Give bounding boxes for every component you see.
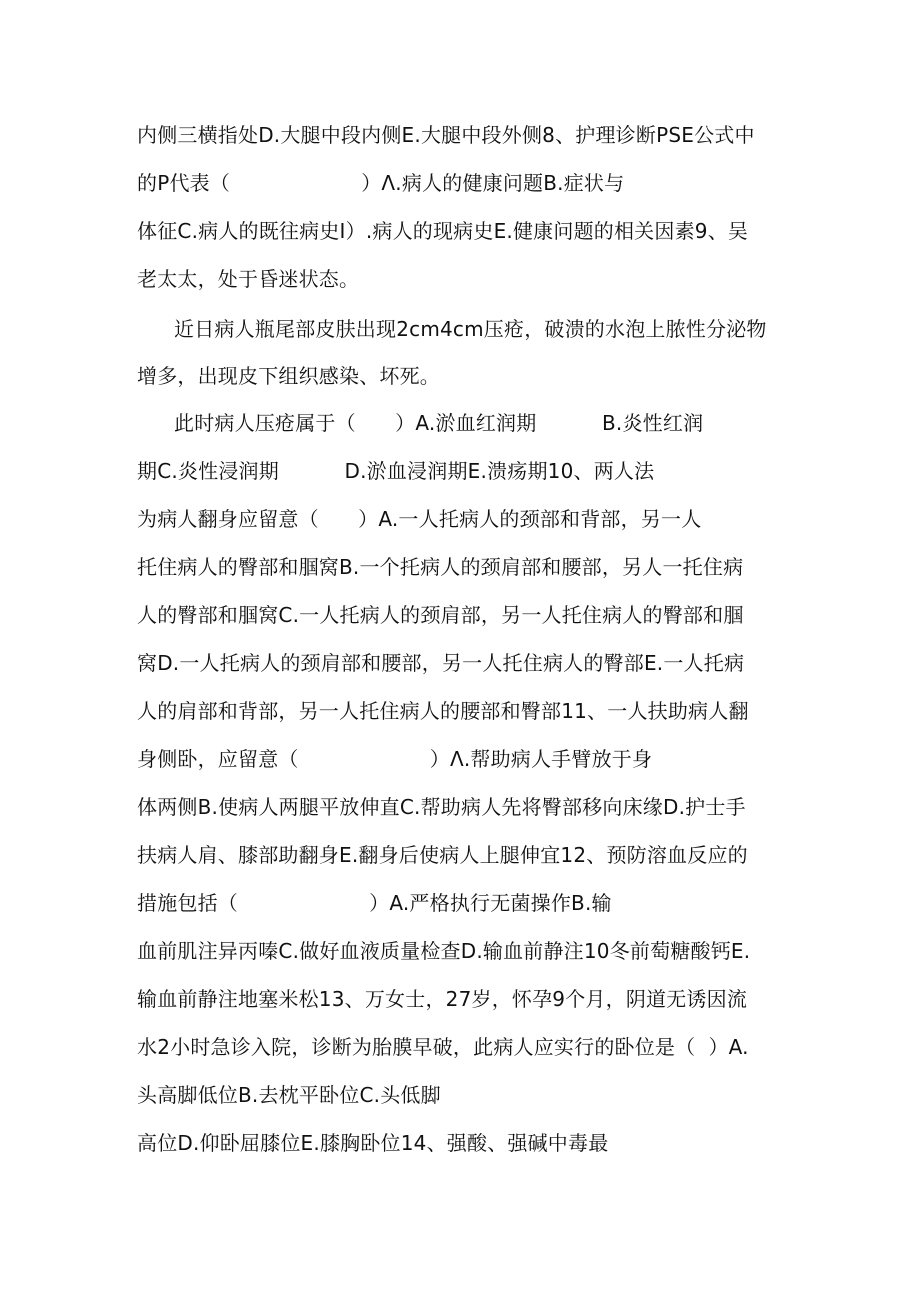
text-line-20: 水2小时急诊入院，诊断为胎膜早破，此病人应实行的卧位是（ ）A.	[137, 1035, 749, 1059]
text-line-4: 老太太，处于昏迷状态。	[137, 267, 360, 291]
text-line-2: 的P代表（ ）Λ.病人的健康问题B.症状与	[137, 171, 625, 195]
text-line-8: 期C.炎性浸润期 D.淤血浸润期E.溃疡期10、两人法	[137, 459, 655, 483]
text-line-22: 高位D.仰卧屈膝位E.膝胸卧位14、强酸、强碱中毒最	[137, 1131, 609, 1155]
text-line-17: 措施包括（ ）A.严格执行无菌操作B.输	[137, 891, 612, 915]
text-line-16: 扶病人肩、膝部助翻身E.翻身后使病人上腿伸宜12、预防溶血反应的	[137, 843, 748, 867]
text-line-19: 输血前静注地塞米松13、万女士，27岁，怀孕9个月，阴道无诱因流	[137, 987, 748, 1011]
text-line-5: 近日病人瓶尾部皮肤出现2cm4cm压疮，破溃的水泡上脓性分泌物	[174, 317, 767, 341]
text-line-3: 体征C.病人的既往病史I）.病人的现病史E.健康问题的相关因素9、吴	[137, 219, 749, 243]
text-line-15: 体两侧B.使病人两腿平放伸直C.帮助病人先将臀部移向床缘D.护士手	[137, 795, 746, 819]
text-line-13: 人的肩部和背部，另一人托住病人的腰部和臀部11、一人扶助病人翻	[137, 699, 749, 723]
text-line-12: 窝D.一人托病人的颈肩部和腰部，另一人托住病人的臀部E.一人托病	[137, 651, 745, 675]
text-line-10: 托住病人的臀部和腘窝B.一个托病人的颈肩部和腰部，另人一托住病	[137, 555, 744, 579]
text-line-6: 增多，出现皮下组织感染、坏死。	[137, 364, 440, 388]
text-line-21: 头高脚低位B.去枕平卧位C.头低脚	[137, 1083, 441, 1107]
text-line-14: 身侧卧，应留意（ ）Λ.帮助病人手臂放于身	[137, 747, 653, 771]
text-line-11: 人的臀部和腘窝C.一人托病人的颈肩部，另一人托住病人的臀部和腘	[137, 603, 744, 627]
text-line-7: 此时病人压疮属于（ ）A.淤血红润期 B.炎性红润	[174, 411, 704, 435]
text-line-1: 内侧三横指处D.大腿中段内侧E.大腿中段外侧8、护理诊断PSE公式中	[137, 123, 755, 147]
text-line-9: 为病人翻身应留意（ ）A.一人托病人的颈部和背部，另一人	[137, 507, 702, 531]
text-line-18: 血前肌注异丙嗪C.做好血液质量检查D.输血前静注10冬前萄糖酸钙E.	[137, 939, 751, 963]
